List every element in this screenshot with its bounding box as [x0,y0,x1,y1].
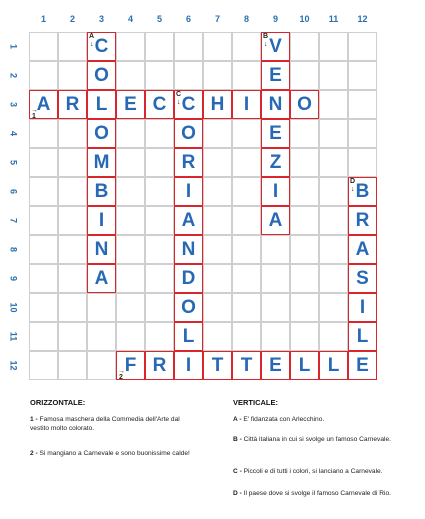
grid-cell [290,32,319,61]
vertical-clue-d [233,490,413,499]
letter-cell[interactable] [174,148,203,177]
grid-cell [58,293,87,322]
clue-marker: D [350,178,356,185]
grid-cell [116,32,145,61]
grid-cell [261,322,290,351]
column-number: 7 [214,14,220,24]
grid-cell [116,119,145,148]
letter-cell[interactable] [174,177,203,206]
letter-cell[interactable] [87,235,116,264]
letter-cell[interactable] [261,32,290,61]
cell-letter: E [269,123,282,144]
cell-letter: D [181,268,196,289]
row-number: 3 [9,101,19,107]
row-number: 4 [9,130,19,136]
grid-cell [174,61,203,90]
grid-cell [58,235,87,264]
grid-cell [29,119,58,148]
grid-cell [145,32,174,61]
cell-letter: A [181,210,196,231]
grid-cell [203,148,232,177]
cell-letter: O [181,123,196,144]
grid-cell [319,61,348,90]
grid-cell [116,235,145,264]
cell-letter: V [269,36,282,57]
cell-letter: O [94,65,109,86]
arrow-down-icon: ↓ [177,99,181,106]
letter-cell[interactable] [261,90,290,119]
letter-cell[interactable] [87,264,116,293]
arrow-down-icon: ↓ [264,41,268,48]
grid-cell [87,293,116,322]
row-number: 7 [9,217,19,223]
letter-cell[interactable] [116,90,145,119]
grid-cell [290,293,319,322]
vertical-clue-b [233,436,413,445]
cell-letter: L [298,355,311,376]
cell-letter: M [93,152,110,173]
cell-letter: L [356,326,369,347]
grid-cell [58,351,87,380]
row-number: 8 [9,246,19,252]
letter-cell[interactable] [174,235,203,264]
cell-letter: H [210,94,225,115]
grid-cell [29,206,58,235]
grid-cell [174,32,203,61]
letter-cell[interactable] [290,90,319,119]
grid-cell [145,235,174,264]
grid-cell [348,148,377,177]
column-number: 9 [272,14,278,24]
grid-cell [116,293,145,322]
grid-cell [348,32,377,61]
grid-cell [145,61,174,90]
letter-cell[interactable] [232,351,261,380]
grid-cell [58,322,87,351]
cell-letter: R [181,152,196,173]
grid-cell [290,61,319,90]
grid-cell [58,206,87,235]
grid-cell [348,61,377,90]
cell-letter: I [243,94,250,115]
grid-cell [232,61,261,90]
cell-letter: L [182,326,195,347]
letter-cell[interactable] [203,90,232,119]
grid-cell [319,148,348,177]
grid-cell [319,235,348,264]
vertical-clue-a [233,416,413,425]
letter-cell[interactable] [348,177,377,206]
cell-letter: I [185,355,192,376]
grid-cell [319,177,348,206]
grid-cell [348,119,377,148]
grid-cell [232,177,261,206]
grid-cell [232,293,261,322]
grid-cell [87,322,116,351]
grid-cell [29,351,58,380]
grid-cell [29,235,58,264]
cell-letter: A [36,94,51,115]
column-number: 4 [127,14,133,24]
grid-cell [58,119,87,148]
cell-letter: O [181,297,196,318]
grid-cell [203,322,232,351]
cell-letter: B [94,181,109,202]
grid-cell [319,206,348,235]
letter-cell[interactable] [58,90,87,119]
grid-cell [290,119,319,148]
arrow-right-icon: → [118,368,125,375]
grid-cell [29,322,58,351]
letter-cell[interactable] [174,119,203,148]
clue-key: D - [233,490,242,497]
letter-cell[interactable] [348,351,377,380]
cell-letter: E [269,65,282,86]
grid-cell [232,119,261,148]
row-number: 10 [9,302,19,313]
grid-cell [319,32,348,61]
letter-cell[interactable] [116,351,145,380]
grid-cell [203,293,232,322]
grid-cell [58,177,87,206]
arrow-down-icon: ↓ [90,41,94,48]
clue-key: 2 - [30,450,38,457]
cell-letter: R [152,355,167,376]
grid-cell [203,61,232,90]
grid-cell [29,264,58,293]
letter-cell[interactable] [87,32,116,61]
grid-cell [58,264,87,293]
letter-cell[interactable] [203,351,232,380]
cell-letter: C [152,94,167,115]
grid-cell [145,206,174,235]
cell-letter: E [356,355,369,376]
cell-letter: I [359,297,366,318]
cell-letter: E [124,94,137,115]
letter-cell[interactable] [348,264,377,293]
grid-cell [261,235,290,264]
grid-cell [203,177,232,206]
crossword-grid [29,32,377,380]
letter-cell[interactable] [145,351,174,380]
grid-cell [145,264,174,293]
cell-letter: R [355,210,370,231]
column-number: 1 [40,14,46,24]
row-number: 5 [9,159,19,165]
grid-cell [116,61,145,90]
grid-cell [290,177,319,206]
grid-cell [290,206,319,235]
grid-cell [29,293,58,322]
arrow-down-icon: ↓ [351,186,355,193]
column-number: 3 [98,14,104,24]
clue-marker: 1 [32,113,36,120]
grid-cell [232,322,261,351]
cell-letter: O [94,123,109,144]
cell-letter: A [268,210,283,231]
clue-text: E' fidanzata con Arlecchino. [243,416,325,423]
letter-cell[interactable] [348,206,377,235]
grid-cell [145,119,174,148]
cell-letter: E [269,355,282,376]
grid-cell [232,32,261,61]
clue-text: Piccoli e di tutti i colori, si lanciano a Carnevale. [243,468,383,475]
column-number: 12 [357,14,368,24]
letter-cell[interactable] [29,90,58,119]
vertical-clues-title: VERTICALE: [233,398,278,407]
grid-cell [203,264,232,293]
clues-panel [0,388,425,519]
column-number: 6 [185,14,191,24]
letter-cell[interactable] [319,351,348,380]
row-number: 9 [9,275,19,281]
cell-letter: I [272,181,279,202]
grid-cell [203,235,232,264]
grid-cell [116,206,145,235]
grid-cell [203,206,232,235]
grid-cell [261,264,290,293]
grid-cell [203,32,232,61]
row-number: 2 [9,72,19,78]
grid-cell [58,148,87,177]
clue-marker: C [176,91,182,98]
cell-letter: C [94,36,109,57]
grid-cell [116,148,145,177]
grid-cell [145,293,174,322]
clue-key: B - [233,436,242,443]
cell-letter: A [94,268,109,289]
grid-cell [290,235,319,264]
clue-text: Famosa maschera della Commedia dell'Arte dal vestito molto colorato. [30,416,180,432]
row-number: 12 [9,360,19,371]
cell-letter: I [185,181,192,202]
letter-cell[interactable] [261,351,290,380]
cell-letter: L [95,94,108,115]
arrow-right-icon: → [31,107,38,114]
row-number: 1 [9,43,19,49]
clue-text: Il paese dove si svolge il famoso Carnevale di Rio. [243,490,391,497]
grid-cell [145,322,174,351]
cell-letter: N [268,94,283,115]
cell-letter: O [297,94,312,115]
letter-cell[interactable] [87,119,116,148]
column-number: 2 [69,14,75,24]
letter-cell[interactable] [87,148,116,177]
letter-cell[interactable] [261,61,290,90]
letter-cell[interactable] [87,61,116,90]
cell-letter: R [65,94,80,115]
horizontal-clue-1 [30,416,190,434]
column-number: 10 [299,14,310,24]
letter-cell[interactable] [174,322,203,351]
grid-cell [116,264,145,293]
letter-cell[interactable] [145,90,174,119]
letter-cell[interactable] [87,206,116,235]
cell-letter: N [181,239,196,260]
letter-cell[interactable] [348,322,377,351]
letter-cell[interactable] [174,90,203,119]
letter-cell[interactable] [261,206,290,235]
letter-cell[interactable] [87,90,116,119]
letter-cell[interactable] [232,90,261,119]
clue-marker: A [89,33,95,40]
grid-cell [261,293,290,322]
clue-marker: 2 [119,374,123,381]
column-number: 11 [328,14,339,24]
grid-cell [232,148,261,177]
clue-key: C - [233,468,242,475]
letter-cell[interactable] [261,119,290,148]
cell-letter: T [240,355,253,376]
cell-letter: I [98,210,105,231]
grid-cell [145,148,174,177]
cell-letter: B [355,181,370,202]
letter-cell[interactable] [348,293,377,322]
grid-cell [319,293,348,322]
grid-cell [319,322,348,351]
grid-cell [29,177,58,206]
clue-text: Si mangiano a Carnevale e sono buonissime calde! [39,450,190,457]
clue-marker: B [263,33,269,40]
grid-cell [203,119,232,148]
cell-letter: Z [269,152,282,173]
row-number: 11 [9,331,19,342]
vertical-clue-c [233,468,413,477]
grid-cell [232,206,261,235]
grid-cell [290,264,319,293]
letter-cell[interactable] [174,351,203,380]
letter-cell[interactable] [348,235,377,264]
grid-cell [319,90,348,119]
cell-letter: A [355,239,370,260]
grid-cell [87,351,116,380]
grid-cell [29,61,58,90]
grid-cell [145,177,174,206]
column-number: 8 [243,14,249,24]
grid-cell [348,90,377,119]
cell-letter: L [327,355,340,376]
clue-text: Città italiana in cui si svolge un famoso Carnevale. [243,436,391,443]
letter-cell[interactable] [87,177,116,206]
grid-cell [116,322,145,351]
horizontal-clue-2 [30,450,190,459]
clue-key: A - [233,416,242,423]
letter-cell[interactable] [174,206,203,235]
row-number: 6 [9,188,19,194]
grid-cell [58,61,87,90]
grid-cell [319,119,348,148]
cell-letter: T [211,355,224,376]
letter-cell[interactable] [261,148,290,177]
grid-cell [319,264,348,293]
cell-letter: N [94,239,109,260]
letter-cell[interactable] [261,177,290,206]
grid-cell [290,148,319,177]
grid-cell [29,148,58,177]
grid-cell [232,264,261,293]
cell-letter: C [181,94,196,115]
letter-cell[interactable] [290,351,319,380]
grid-cell [290,322,319,351]
horizontal-clues-title: ORIZZONTALE: [30,398,86,407]
letter-cell[interactable] [174,264,203,293]
grid-cell [116,177,145,206]
cell-letter: F [124,355,137,376]
clue-key: 1 - [30,416,38,423]
column-number: 5 [156,14,162,24]
letter-cell[interactable] [174,293,203,322]
grid-cell [58,32,87,61]
cell-letter: S [356,268,369,289]
grid-cell [232,235,261,264]
grid-cell [29,32,58,61]
